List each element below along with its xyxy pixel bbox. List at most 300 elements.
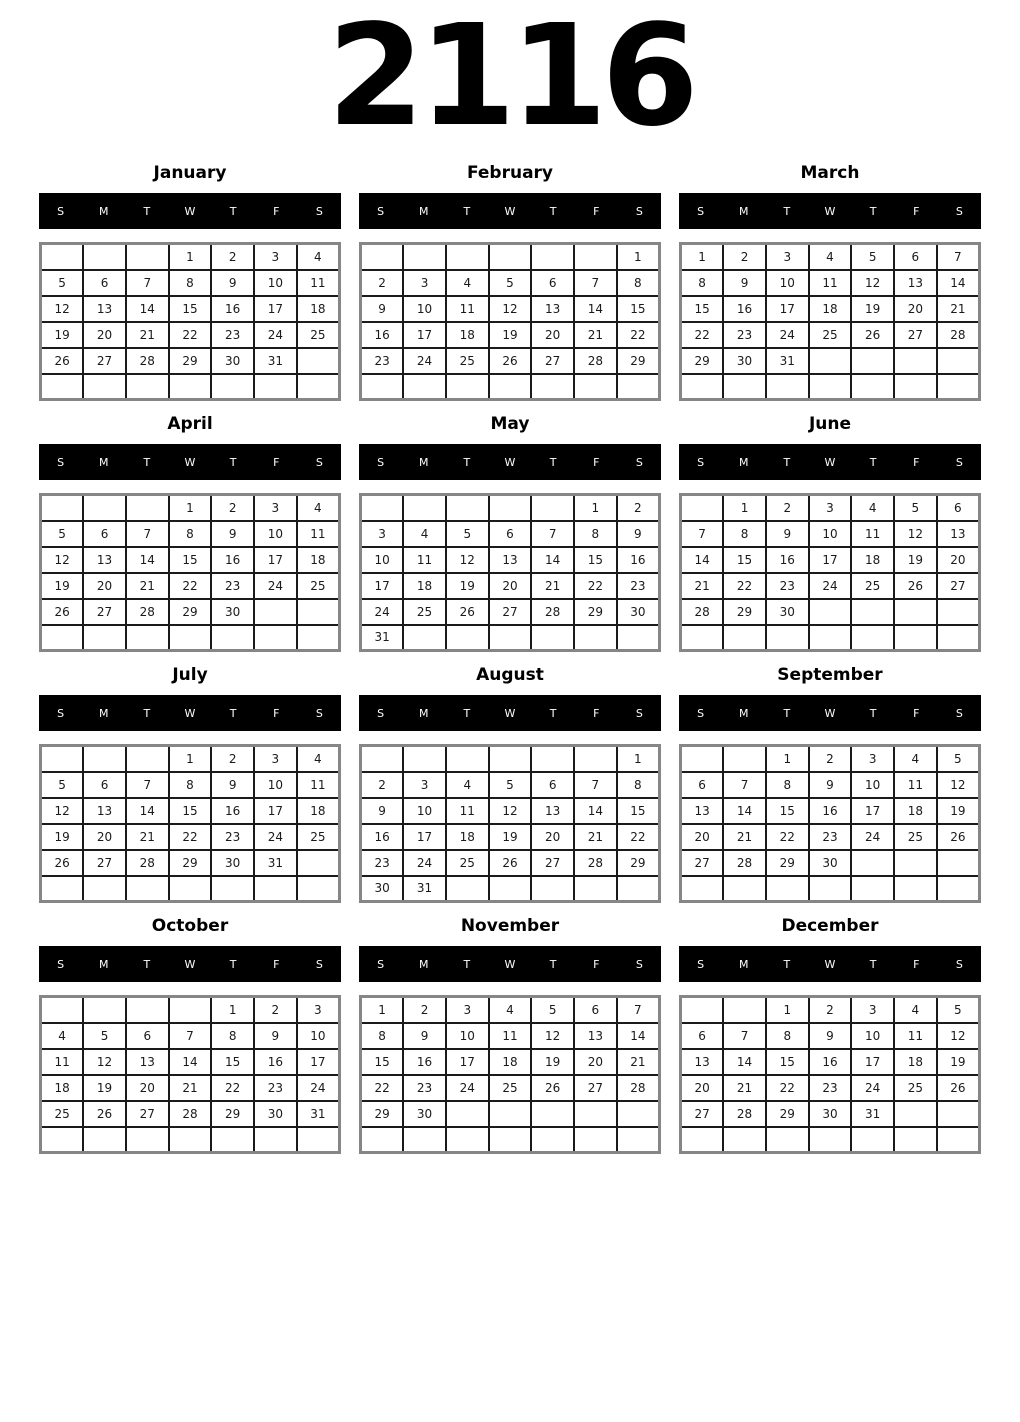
weekday-header xyxy=(679,946,981,982)
weekday-label: F xyxy=(273,455,280,469)
week-row xyxy=(361,573,660,599)
day-cell: 8 xyxy=(766,1023,809,1049)
weekday-label: S xyxy=(955,706,963,720)
empty-day-cell xyxy=(169,1127,212,1153)
empty-day-cell xyxy=(254,625,297,651)
empty-day-cell xyxy=(851,599,894,625)
month-block xyxy=(39,906,341,1154)
day-cell: 25 xyxy=(297,824,340,850)
empty-day-cell xyxy=(83,876,126,902)
weekday-label: F xyxy=(273,204,280,218)
empty-day-cell xyxy=(361,244,404,270)
day-cell: 30 xyxy=(361,876,404,902)
day-cell: 11 xyxy=(297,772,340,798)
day-cell: 21 xyxy=(574,824,617,850)
empty-day-cell xyxy=(766,876,809,902)
day-cell: 10 xyxy=(361,547,404,573)
month-name: December xyxy=(781,916,879,936)
week-row xyxy=(681,573,980,599)
empty-day-cell xyxy=(211,625,254,651)
day-cell: 2 xyxy=(403,997,446,1023)
day-cell: 16 xyxy=(809,1049,852,1075)
empty-day-cell xyxy=(211,876,254,902)
empty-day-cell xyxy=(894,348,937,374)
week-row xyxy=(361,1049,660,1075)
weekday-label: S xyxy=(697,706,705,720)
day-cell: 30 xyxy=(211,348,254,374)
week-row xyxy=(41,772,340,798)
day-cell: 1 xyxy=(766,997,809,1023)
day-cell: 15 xyxy=(169,547,212,573)
week-row xyxy=(681,772,980,798)
day-cell: 3 xyxy=(254,244,297,270)
weekday-label: S xyxy=(955,957,963,971)
month-block xyxy=(359,404,661,652)
empty-day-cell xyxy=(937,876,980,902)
weekday-label: T xyxy=(549,706,557,720)
day-cell: 22 xyxy=(766,824,809,850)
day-cell: 3 xyxy=(254,746,297,772)
month-table xyxy=(39,995,341,1154)
day-cell: 6 xyxy=(681,772,724,798)
weekday-label: F xyxy=(913,957,920,971)
weekday-header xyxy=(359,695,661,731)
day-cell: 5 xyxy=(489,772,532,798)
weekday-label: T xyxy=(463,706,471,720)
day-cell: 9 xyxy=(809,772,852,798)
weekday-header xyxy=(359,946,661,982)
empty-day-cell xyxy=(297,599,340,625)
weekday-label: T xyxy=(783,957,791,971)
day-cell: 9 xyxy=(403,1023,446,1049)
day-cell: 10 xyxy=(297,1023,340,1049)
day-cell: 21 xyxy=(126,322,169,348)
day-cell: 6 xyxy=(126,1023,169,1049)
day-cell: 4 xyxy=(403,521,446,547)
day-cell: 17 xyxy=(254,547,297,573)
week-row xyxy=(681,374,980,400)
weekday-label: W xyxy=(504,957,516,971)
empty-day-cell xyxy=(851,348,894,374)
day-cell: 13 xyxy=(937,521,980,547)
empty-day-cell xyxy=(297,348,340,374)
day-cell: 11 xyxy=(297,521,340,547)
day-cell: 16 xyxy=(766,547,809,573)
day-cell: 6 xyxy=(83,772,126,798)
empty-day-cell xyxy=(489,374,532,400)
empty-day-cell xyxy=(489,244,532,270)
empty-day-cell xyxy=(41,625,84,651)
day-cell: 14 xyxy=(617,1023,660,1049)
month-table xyxy=(39,493,341,652)
empty-day-cell xyxy=(894,876,937,902)
day-cell: 8 xyxy=(574,521,617,547)
empty-day-cell xyxy=(126,244,169,270)
day-cell: 21 xyxy=(126,573,169,599)
day-cell: 20 xyxy=(83,322,126,348)
empty-day-cell xyxy=(766,1127,809,1153)
day-cell: 4 xyxy=(41,1023,84,1049)
empty-day-cell xyxy=(531,1127,574,1153)
day-cell: 22 xyxy=(723,573,766,599)
day-cell: 21 xyxy=(531,573,574,599)
day-cell: 26 xyxy=(83,1101,126,1127)
empty-day-cell xyxy=(617,1101,660,1127)
day-cell: 1 xyxy=(211,997,254,1023)
weekday-label: M xyxy=(98,204,109,218)
day-cell: 12 xyxy=(489,798,532,824)
week-row xyxy=(681,270,980,296)
day-cell: 6 xyxy=(83,270,126,296)
empty-day-cell xyxy=(809,599,852,625)
empty-day-cell xyxy=(126,495,169,521)
day-cell: 13 xyxy=(574,1023,617,1049)
day-cell: 3 xyxy=(851,997,894,1023)
day-cell: 9 xyxy=(361,296,404,322)
weekday-label: S xyxy=(635,957,643,971)
day-cell: 12 xyxy=(41,547,84,573)
day-cell: 13 xyxy=(489,547,532,573)
empty-day-cell xyxy=(851,876,894,902)
day-cell: 1 xyxy=(723,495,766,521)
day-cell: 5 xyxy=(851,244,894,270)
day-cell: 8 xyxy=(169,772,212,798)
day-cell: 7 xyxy=(681,521,724,547)
weekday-label: W xyxy=(824,706,836,720)
day-cell: 31 xyxy=(403,876,446,902)
week-row xyxy=(41,521,340,547)
day-cell: 25 xyxy=(297,573,340,599)
week-row xyxy=(41,997,340,1023)
day-cell: 16 xyxy=(254,1049,297,1075)
day-cell: 25 xyxy=(403,599,446,625)
day-cell: 22 xyxy=(681,322,724,348)
week-row xyxy=(361,244,660,270)
week-row xyxy=(41,270,340,296)
day-cell: 24 xyxy=(361,599,404,625)
week-row xyxy=(41,244,340,270)
year-title: 2116 xyxy=(327,0,693,158)
day-cell: 24 xyxy=(766,322,809,348)
weekday-label: T xyxy=(229,957,237,971)
empty-day-cell xyxy=(361,746,404,772)
day-cell: 18 xyxy=(489,1049,532,1075)
day-cell: 23 xyxy=(361,850,404,876)
day-cell: 16 xyxy=(617,547,660,573)
day-cell: 1 xyxy=(681,244,724,270)
day-cell: 31 xyxy=(851,1101,894,1127)
day-cell: 1 xyxy=(617,746,660,772)
day-cell: 12 xyxy=(894,521,937,547)
empty-day-cell xyxy=(574,1101,617,1127)
month-table xyxy=(359,995,661,1154)
empty-day-cell xyxy=(531,746,574,772)
weekday-label: T xyxy=(229,455,237,469)
weekday-label: F xyxy=(593,706,600,720)
weekday-label: T xyxy=(869,455,877,469)
weekday-label: T xyxy=(869,706,877,720)
week-row xyxy=(681,521,980,547)
month-table xyxy=(359,744,661,903)
week-row xyxy=(41,348,340,374)
day-cell: 2 xyxy=(361,772,404,798)
week-row xyxy=(41,296,340,322)
day-cell: 5 xyxy=(41,521,84,547)
day-cell: 28 xyxy=(126,850,169,876)
day-cell: 11 xyxy=(41,1049,84,1075)
day-cell: 26 xyxy=(894,573,937,599)
day-cell: 17 xyxy=(403,322,446,348)
day-cell: 20 xyxy=(574,1049,617,1075)
day-cell: 27 xyxy=(894,322,937,348)
empty-day-cell xyxy=(723,625,766,651)
weekday-header xyxy=(39,946,341,982)
day-cell: 12 xyxy=(41,798,84,824)
day-cell: 13 xyxy=(126,1049,169,1075)
day-cell: 12 xyxy=(937,772,980,798)
day-cell: 31 xyxy=(254,850,297,876)
empty-day-cell xyxy=(851,850,894,876)
empty-day-cell xyxy=(169,997,212,1023)
empty-day-cell xyxy=(681,374,724,400)
day-cell: 15 xyxy=(617,296,660,322)
month-block xyxy=(679,404,981,652)
empty-day-cell xyxy=(766,625,809,651)
week-row xyxy=(41,824,340,850)
day-cell: 3 xyxy=(809,495,852,521)
weekday-label: T xyxy=(549,455,557,469)
day-cell: 16 xyxy=(809,798,852,824)
day-cell: 7 xyxy=(169,1023,212,1049)
day-cell: 28 xyxy=(681,599,724,625)
day-cell: 12 xyxy=(851,270,894,296)
week-row xyxy=(361,876,660,902)
empty-day-cell xyxy=(489,746,532,772)
day-cell: 21 xyxy=(723,1075,766,1101)
day-cell: 30 xyxy=(254,1101,297,1127)
day-cell: 17 xyxy=(766,296,809,322)
month-table xyxy=(679,242,981,401)
month-table xyxy=(679,995,981,1154)
day-cell: 22 xyxy=(169,824,212,850)
month-name: July xyxy=(172,665,208,685)
weekday-label: S xyxy=(697,455,705,469)
week-row xyxy=(681,746,980,772)
weekday-header xyxy=(39,695,341,731)
empty-day-cell xyxy=(489,876,532,902)
week-row xyxy=(681,1127,980,1153)
week-row xyxy=(361,798,660,824)
day-cell: 23 xyxy=(211,824,254,850)
empty-day-cell xyxy=(41,746,84,772)
weekday-label: M xyxy=(418,706,429,720)
day-cell: 20 xyxy=(489,573,532,599)
day-cell: 2 xyxy=(809,746,852,772)
week-row xyxy=(361,348,660,374)
empty-day-cell xyxy=(531,876,574,902)
week-row xyxy=(41,573,340,599)
empty-day-cell xyxy=(41,876,84,902)
day-cell: 6 xyxy=(937,495,980,521)
weekday-label: T xyxy=(549,204,557,218)
weekday-label: M xyxy=(98,957,109,971)
day-cell: 15 xyxy=(169,798,212,824)
weekday-label: W xyxy=(824,957,836,971)
day-cell: 21 xyxy=(617,1049,660,1075)
empty-day-cell xyxy=(894,625,937,651)
day-cell: 22 xyxy=(617,322,660,348)
weekday-label: S xyxy=(377,706,385,720)
day-cell: 23 xyxy=(766,573,809,599)
day-cell: 12 xyxy=(41,296,84,322)
day-cell: 28 xyxy=(723,1101,766,1127)
empty-day-cell xyxy=(574,746,617,772)
weekday-label: F xyxy=(593,204,600,218)
empty-day-cell xyxy=(83,746,126,772)
weekday-label: M xyxy=(738,957,749,971)
day-cell: 17 xyxy=(809,547,852,573)
day-cell: 10 xyxy=(254,772,297,798)
weekday-label: T xyxy=(463,957,471,971)
day-cell: 14 xyxy=(126,798,169,824)
day-cell: 12 xyxy=(446,547,489,573)
day-cell: 4 xyxy=(894,746,937,772)
day-cell: 4 xyxy=(446,270,489,296)
day-cell: 1 xyxy=(169,495,212,521)
weekday-header xyxy=(679,193,981,229)
weekday-label: T xyxy=(229,204,237,218)
month-block xyxy=(359,906,661,1154)
day-cell: 17 xyxy=(361,573,404,599)
day-cell: 6 xyxy=(574,997,617,1023)
day-cell: 9 xyxy=(766,521,809,547)
day-cell: 20 xyxy=(83,824,126,850)
day-cell: 25 xyxy=(446,850,489,876)
empty-day-cell xyxy=(809,1127,852,1153)
day-cell: 17 xyxy=(403,824,446,850)
empty-day-cell xyxy=(83,997,126,1023)
month-name: March xyxy=(800,163,860,183)
day-cell: 23 xyxy=(723,322,766,348)
empty-day-cell xyxy=(403,746,446,772)
empty-day-cell xyxy=(126,997,169,1023)
day-cell: 18 xyxy=(894,1049,937,1075)
empty-day-cell xyxy=(617,374,660,400)
day-cell: 15 xyxy=(574,547,617,573)
day-cell: 16 xyxy=(211,798,254,824)
day-cell: 11 xyxy=(851,521,894,547)
empty-day-cell xyxy=(723,374,766,400)
weekday-label: M xyxy=(418,957,429,971)
day-cell: 2 xyxy=(211,495,254,521)
week-row xyxy=(681,997,980,1023)
day-cell: 9 xyxy=(211,521,254,547)
empty-day-cell xyxy=(531,374,574,400)
weekday-label: W xyxy=(504,455,516,469)
day-cell: 1 xyxy=(574,495,617,521)
day-cell: 7 xyxy=(126,270,169,296)
day-cell: 23 xyxy=(809,1075,852,1101)
weekday-label: M xyxy=(98,455,109,469)
day-cell: 11 xyxy=(297,270,340,296)
day-cell: 19 xyxy=(851,296,894,322)
day-cell: 7 xyxy=(574,772,617,798)
weekday-label: W xyxy=(824,455,836,469)
day-cell: 20 xyxy=(937,547,980,573)
weekday-label: F xyxy=(913,706,920,720)
month-name: January xyxy=(153,163,227,183)
day-cell: 3 xyxy=(297,997,340,1023)
empty-day-cell xyxy=(254,599,297,625)
day-cell: 7 xyxy=(723,772,766,798)
empty-day-cell xyxy=(83,625,126,651)
day-cell: 7 xyxy=(531,521,574,547)
empty-day-cell xyxy=(894,1101,937,1127)
empty-day-cell xyxy=(83,244,126,270)
day-cell: 15 xyxy=(169,296,212,322)
week-row xyxy=(361,322,660,348)
empty-day-cell xyxy=(617,1127,660,1153)
day-cell: 26 xyxy=(937,824,980,850)
empty-day-cell xyxy=(723,997,766,1023)
weekday-label: W xyxy=(504,204,516,218)
month-block xyxy=(679,655,981,903)
day-cell: 4 xyxy=(894,997,937,1023)
day-cell: 11 xyxy=(403,547,446,573)
day-cell: 9 xyxy=(617,521,660,547)
day-cell: 6 xyxy=(531,772,574,798)
day-cell: 14 xyxy=(126,296,169,322)
day-cell: 14 xyxy=(531,547,574,573)
day-cell: 27 xyxy=(681,850,724,876)
empty-day-cell xyxy=(681,876,724,902)
empty-day-cell xyxy=(489,625,532,651)
weekday-label: S xyxy=(377,204,385,218)
week-row xyxy=(681,850,980,876)
week-row xyxy=(41,374,340,400)
day-cell: 29 xyxy=(169,348,212,374)
empty-day-cell xyxy=(937,1101,980,1127)
day-cell: 25 xyxy=(446,348,489,374)
day-cell: 6 xyxy=(489,521,532,547)
empty-day-cell xyxy=(937,850,980,876)
day-cell: 10 xyxy=(809,521,852,547)
empty-day-cell xyxy=(169,625,212,651)
day-cell: 11 xyxy=(809,270,852,296)
day-cell: 8 xyxy=(361,1023,404,1049)
day-cell: 13 xyxy=(83,296,126,322)
day-cell: 25 xyxy=(41,1101,84,1127)
day-cell: 11 xyxy=(489,1023,532,1049)
empty-day-cell xyxy=(446,1101,489,1127)
day-cell: 5 xyxy=(41,772,84,798)
day-cell: 7 xyxy=(617,997,660,1023)
day-cell: 5 xyxy=(83,1023,126,1049)
day-cell: 4 xyxy=(297,746,340,772)
day-cell: 24 xyxy=(403,348,446,374)
day-cell: 29 xyxy=(766,1101,809,1127)
weekday-label: F xyxy=(273,957,280,971)
empty-day-cell xyxy=(851,1127,894,1153)
week-row xyxy=(41,1023,340,1049)
day-cell: 13 xyxy=(681,798,724,824)
empty-day-cell xyxy=(126,1127,169,1153)
day-cell: 28 xyxy=(574,348,617,374)
empty-day-cell xyxy=(41,244,84,270)
week-row xyxy=(41,1049,340,1075)
week-row xyxy=(41,798,340,824)
day-cell: 4 xyxy=(489,997,532,1023)
